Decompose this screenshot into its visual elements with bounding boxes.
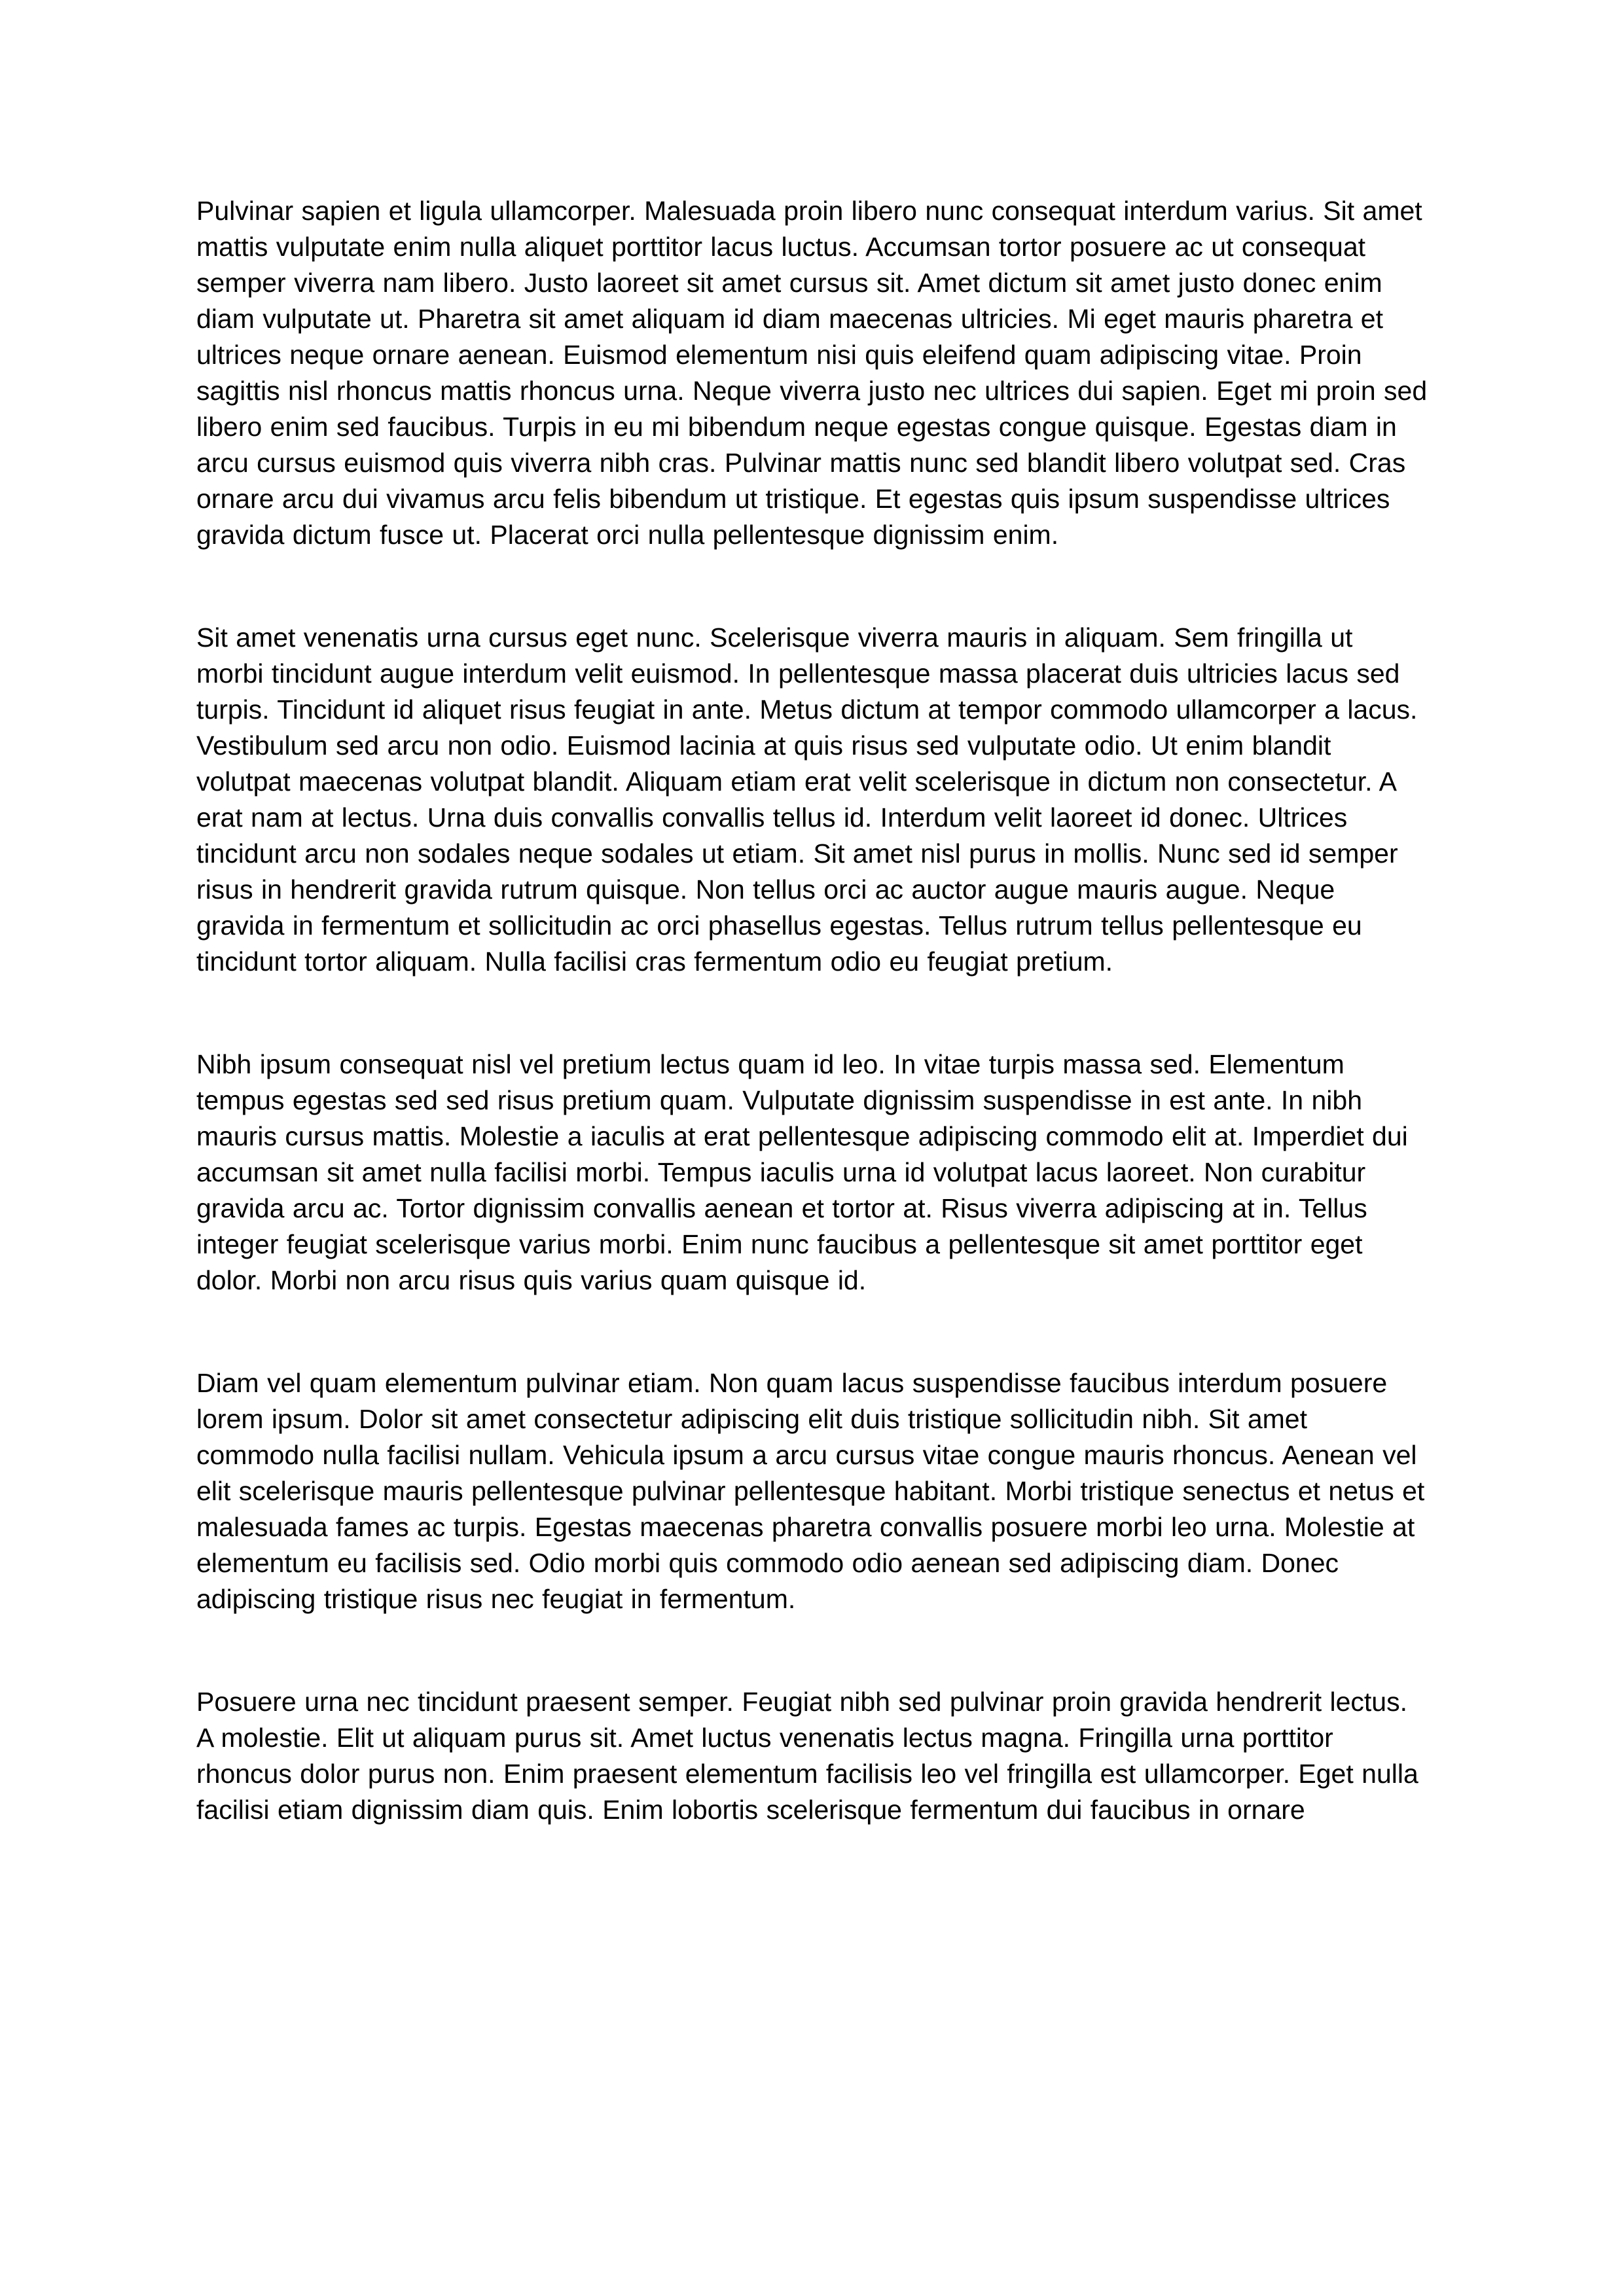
paragraph: Diam vel quam elementum pulvinar etiam. Non quam lacus suspendisse faucibus interdum posuere lorem ipsum. Dolor sit amet consectetur adipiscing elit duis tristique sollicitudin nibh. Sit amet commodo nulla facilisi nullam. Vehicula ipsum a arcu cursus vitae congue mauris rhoncus. Aenean vel elit scelerisque mauris pellentesque pulvinar pellentesque habitant. Morbi tristique senectus et netus et malesuada fames ac turpis. Egestas maecenas pharetra convallis posuere morbi leo urna. Molestie at elementum eu facilisis sed. Odio morbi quis commodo odio aenean sed adipiscing diam. Donec adipiscing tristique risus nec feugiat in fermentum.: [196, 1368, 1425, 1614]
paragraph: Nibh ipsum consequat nisl vel pretium lectus quam id leo. In vitae turpis massa sed. Elementum tempus egestas sed sed risus pretium quam. Vulputate dignissim suspendisse in est ante. In nibh mauris cursus mattis. Molestie a iaculis at erat pellentesque adipiscing commodo elit at. Imperdiet dui accumsan sit amet nulla facilisi morbi. Tempus iaculis urna id volutpat lacus laoreet. Non curabitur gravida arcu ac. Tortor dignissim convallis aenean et tortor at. Risus viverra adipiscing at in. Tellus integer feugiat scelerisque varius morbi. Enim nunc faucibus a pellentesque sit amet porttitor eget dolor. Morbi non arcu risus quis varius quam quisque id.: [196, 1049, 1408, 1295]
paragraph: Sit amet venenatis urna cursus eget nunc. Scelerisque viverra mauris in aliquam. Sem fringilla ut morbi tincidunt augue interdum velit euismod. In pellentesque massa placerat duis ultricies lacus sed turpis. Tincidunt id aliquet risus feugiat in ante. Metus dictum at tempor commodo ullamcorper a lacus. Vestibulum sed arcu non odio. Euismod lacinia at quis risus sed vulputate odio. Ut enim blandit volutpat maecenas volutpat blandit. Aliquam etiam erat velit scelerisque in dictum non consectetur. A erat nam at lectus. Urna duis convallis convallis tellus id. Interdum velit laoreet id donec. Ultrices tincidunt arcu non sodales neque sodales ut etiam. Sit amet nisl purus in mollis. Nunc sed id semper risus in hendrerit gravida rutrum quisque. Non tellus orci ac auctor augue mauris augue. Neque gravida in fermentum et sollicitudin ac orci phasellus egestas. Tellus rutrum tellus pellentesque eu tincidunt tortor aliquam. Nulla facilisi cras fermentum odio eu feugiat pretium.: [196, 622, 1418, 977]
paragraph: Pulvinar sapien et ligula ullamcorper. Malesuada proin libero nunc consequat interdum varius. Sit amet mattis vulputate enim nulla aliquet porttitor lacus luctus. Accumsan tortor posuere ac ut consequat semper viverra nam libero. Justo laoreet sit amet cursus sit. Amet dictum sit amet justo donec enim diam vulputate ut. Pharetra sit amet aliquam id diam maecenas ultricies. Mi eget mauris pharetra et ultrices neque ornare aenean. Euismod elementum nisi quis eleifend quam adipiscing vitae. Proin sagittis nisl rhoncus mattis rhoncus urna. Neque viverra justo nec ultrices dui sapien. Eget mi proin sed libero enim sed faucibus. Turpis in eu mi bibendum neque egestas congue quisque. Egestas diam in arcu cursus euismod quis viverra nibh cras. Pulvinar mattis nunc sed blandit libero volutpat sed. Cras ornare arcu dui vivamus arcu felis bibendum ut tristique. Et egestas quis ipsum suspendisse ultrices gravida dictum fusce ut. Placerat orci nulla pellentesque dignissim enim.: [196, 196, 1428, 550]
paragraph: Posuere urna nec tincidunt praesent semper. Feugiat nibh sed pulvinar proin gravida hendrerit lectus. A molestie. Elit ut aliquam purus sit. Amet luctus venenatis lectus magna. Fringilla urna porttitor rhoncus dolor purus non. Enim praesent elementum facilisis leo vel fringilla est ullamcorper. Eget nulla facilisi etiam dignissim diam quis. Enim lobortis scelerisque fermentum dui faucibus in ornare: [196, 1687, 1418, 1825]
